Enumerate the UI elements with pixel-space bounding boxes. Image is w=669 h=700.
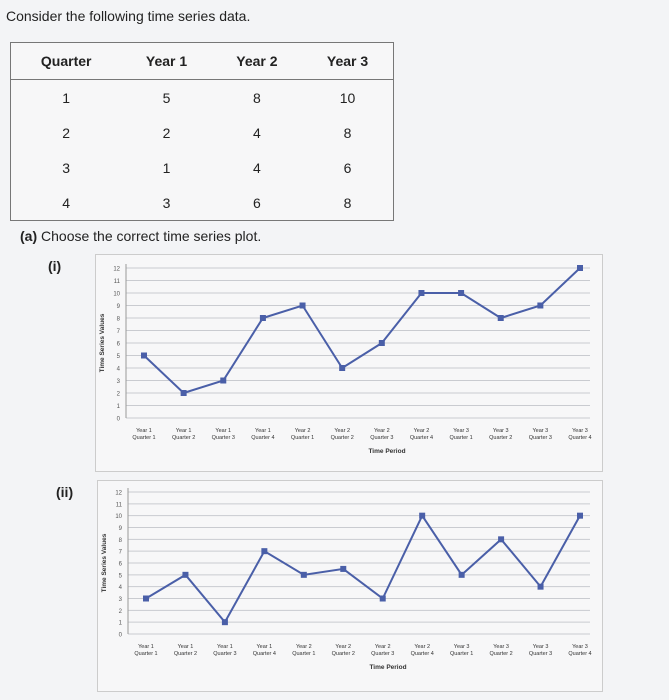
x-tick-label-quarter: Quarter 3 xyxy=(528,435,552,441)
x-tick-label-quarter: Quarter 2 xyxy=(331,651,355,657)
x-tick-label-year: Year 3 xyxy=(532,428,549,434)
x-tick-label-year: Year 1 xyxy=(175,428,192,434)
option-ii-chart[interactable] xyxy=(97,480,603,692)
x-tick-label-quarter: Quarter 4 xyxy=(251,435,275,441)
table-cell: 3 xyxy=(162,194,171,211)
x-tick-label-quarter: Quarter 4 xyxy=(409,435,434,441)
y-tick-label: 9 xyxy=(118,526,122,532)
y-tick-label: 5 xyxy=(118,573,122,580)
x-tick-label-quarter: Quarter 1 xyxy=(450,651,474,657)
x-tick-label-quarter: Quarter 2 xyxy=(489,435,513,441)
x-tick-label-year: Year 2 xyxy=(374,644,391,650)
table-cell: 8 xyxy=(343,194,352,211)
data-point xyxy=(577,513,583,519)
table-cell: 4 xyxy=(62,194,71,211)
x-tick-label-year: Year 1 xyxy=(177,644,194,650)
header-quarter: Quarter xyxy=(11,43,122,80)
data-point xyxy=(143,596,149,602)
option-i-label[interactable]: (i) xyxy=(48,258,62,274)
x-tick-label-year: Year 1 xyxy=(255,428,271,434)
x-tick-label-quarter: Quarter 1 xyxy=(134,651,158,657)
x-tick-label-quarter: Quarter 1 xyxy=(290,435,315,441)
y-tick-label: 3 xyxy=(116,379,120,385)
x-tick-label-quarter: Quarter 2 xyxy=(172,435,196,441)
table-row xyxy=(11,115,394,150)
option-i-chart[interactable] xyxy=(95,254,603,472)
y-tick-label: 0 xyxy=(118,632,122,639)
y-tick-label: 10 xyxy=(113,291,120,298)
y-tick-label: 4 xyxy=(118,585,122,592)
y-tick-label: 6 xyxy=(118,561,122,568)
data-point xyxy=(339,365,345,371)
header-year-1: Year 1 xyxy=(121,43,211,80)
y-tick-label: 12 xyxy=(113,266,120,273)
header-year-3: Year 3 xyxy=(302,43,393,80)
y-tick-label: 2 xyxy=(116,391,120,398)
x-tick-label-year: Year 2 xyxy=(373,428,390,434)
x-tick-label-year: Year 2 xyxy=(295,644,312,650)
data-point xyxy=(301,572,307,578)
data-point xyxy=(141,353,147,359)
x-tick-label-year: Year 1 xyxy=(138,644,154,650)
table-row xyxy=(11,80,394,116)
x-tick-label-quarter: Quarter 3 xyxy=(528,651,553,657)
x-tick-label-year: Year 2 xyxy=(334,428,351,434)
table-cell: 2 xyxy=(162,124,171,141)
data-point xyxy=(261,548,267,554)
x-tick-label-year: Year 1 xyxy=(217,644,233,650)
x-tick-label-quarter: Quarter 2 xyxy=(489,651,513,657)
x-tick-label-year: Year 3 xyxy=(572,644,588,650)
y-tick-label: 1 xyxy=(116,404,120,410)
x-tick-label-year: Year 3 xyxy=(492,428,509,434)
data-point xyxy=(181,390,187,396)
x-axis-title: Time Period xyxy=(368,448,406,455)
x-tick-label-year: Year 3 xyxy=(453,644,470,650)
y-tick-label: 7 xyxy=(116,329,120,335)
y-tick-label: 8 xyxy=(116,316,120,323)
x-tick-label-quarter: Quarter 2 xyxy=(330,435,354,441)
table-row xyxy=(11,150,394,185)
x-tick-label-year: Year 1 xyxy=(136,428,152,434)
x-tick-label-quarter: Quarter 3 xyxy=(211,435,235,441)
header-year-2: Year 2 xyxy=(212,43,302,80)
y-axis-title: Time Series Values xyxy=(99,313,106,373)
data-point xyxy=(537,303,543,309)
x-tick-label-year: Year 3 xyxy=(572,428,588,434)
table-cell: 4 xyxy=(253,124,261,141)
y-tick-label: 5 xyxy=(116,354,120,360)
data-point xyxy=(182,572,188,578)
y-tick-label: 6 xyxy=(116,341,120,348)
data-point xyxy=(498,536,504,542)
data-point xyxy=(222,619,228,625)
y-tick-label: 4 xyxy=(116,366,120,373)
x-tick-label-year: Year 1 xyxy=(215,428,232,434)
time-series-table xyxy=(10,42,394,221)
y-tick-label: 11 xyxy=(115,502,122,509)
table-cell: 1 xyxy=(62,89,71,106)
data-point xyxy=(459,572,465,578)
x-tick-label-year: Year 2 xyxy=(335,644,352,650)
data-point xyxy=(418,290,424,296)
data-point xyxy=(340,566,346,572)
x-tick-label-quarter: Quarter 4 xyxy=(568,435,592,441)
x-tick-label-year: Year 3 xyxy=(493,644,509,650)
table-header-row xyxy=(11,43,394,80)
y-tick-label: 11 xyxy=(113,279,120,285)
y-tick-label: 2 xyxy=(118,608,122,615)
table-cell: 5 xyxy=(162,89,171,106)
option-ii-label[interactable]: (ii) xyxy=(56,484,74,500)
data-point xyxy=(538,584,544,590)
x-tick-label-quarter: Quarter 4 xyxy=(410,651,434,657)
y-tick-label: 8 xyxy=(118,537,122,544)
x-tick-label-quarter: Quarter 1 xyxy=(132,435,156,441)
question-part-a xyxy=(20,228,261,244)
x-tick-label-year: Year 2 xyxy=(294,428,311,434)
data-point xyxy=(577,265,583,271)
x-tick-label-year: Year 3 xyxy=(453,428,469,434)
table-cell: 8 xyxy=(343,124,352,141)
table-row xyxy=(11,185,394,221)
x-tick-label-year: Year 2 xyxy=(413,428,430,434)
table-cell: 4 xyxy=(253,159,261,176)
part-label: (a) xyxy=(20,228,38,244)
x-tick-label-quarter: Quarter 3 xyxy=(370,435,394,441)
table-cell: 1 xyxy=(162,159,171,176)
data-point xyxy=(419,513,425,519)
table-cell: 6 xyxy=(253,194,261,211)
time-series-plot-ii xyxy=(98,481,602,691)
data-point xyxy=(300,303,306,309)
x-tick-label-year: Year 2 xyxy=(414,644,431,650)
y-tick-label: 0 xyxy=(116,416,120,423)
y-tick-label: 9 xyxy=(116,304,120,310)
question-text: Choose the correct time series plot. xyxy=(41,228,262,244)
x-tick-label-quarter: Quarter 3 xyxy=(213,651,237,657)
y-tick-label: 12 xyxy=(115,490,122,497)
x-tick-label-year: Year 1 xyxy=(256,644,273,650)
x-tick-label-quarter: Quarter 4 xyxy=(252,651,276,657)
x-axis-title: Time Period xyxy=(369,664,407,671)
x-tick-label-quarter: Quarter 3 xyxy=(371,651,395,657)
data-point xyxy=(260,315,266,321)
x-tick-label-quarter: Quarter 1 xyxy=(449,435,473,441)
y-tick-label: 3 xyxy=(118,597,122,603)
data-point xyxy=(380,596,386,602)
table-cell: 8 xyxy=(253,89,261,106)
x-tick-label-quarter: Quarter 1 xyxy=(292,651,316,657)
data-point xyxy=(379,340,385,346)
table-cell: 2 xyxy=(62,124,71,141)
x-tick-label-quarter: Quarter 4 xyxy=(568,651,592,657)
table-cell: 10 xyxy=(339,89,356,106)
table-cell: 6 xyxy=(343,159,352,176)
data-point xyxy=(220,378,226,384)
table-cell: 3 xyxy=(62,159,71,176)
data-point xyxy=(498,315,504,321)
x-tick-label-quarter: Quarter 2 xyxy=(173,651,198,657)
series-line xyxy=(146,516,580,623)
y-tick-label: 10 xyxy=(115,514,122,521)
y-tick-label: 7 xyxy=(118,549,122,556)
data-point xyxy=(458,290,464,296)
y-axis-title: Time Series Values xyxy=(101,533,108,593)
y-tick-label: 1 xyxy=(118,620,122,627)
x-tick-label-year: Year 3 xyxy=(532,644,549,650)
time-series-plot-i xyxy=(96,255,602,471)
question-intro: Consider the following time series data. xyxy=(6,8,251,24)
